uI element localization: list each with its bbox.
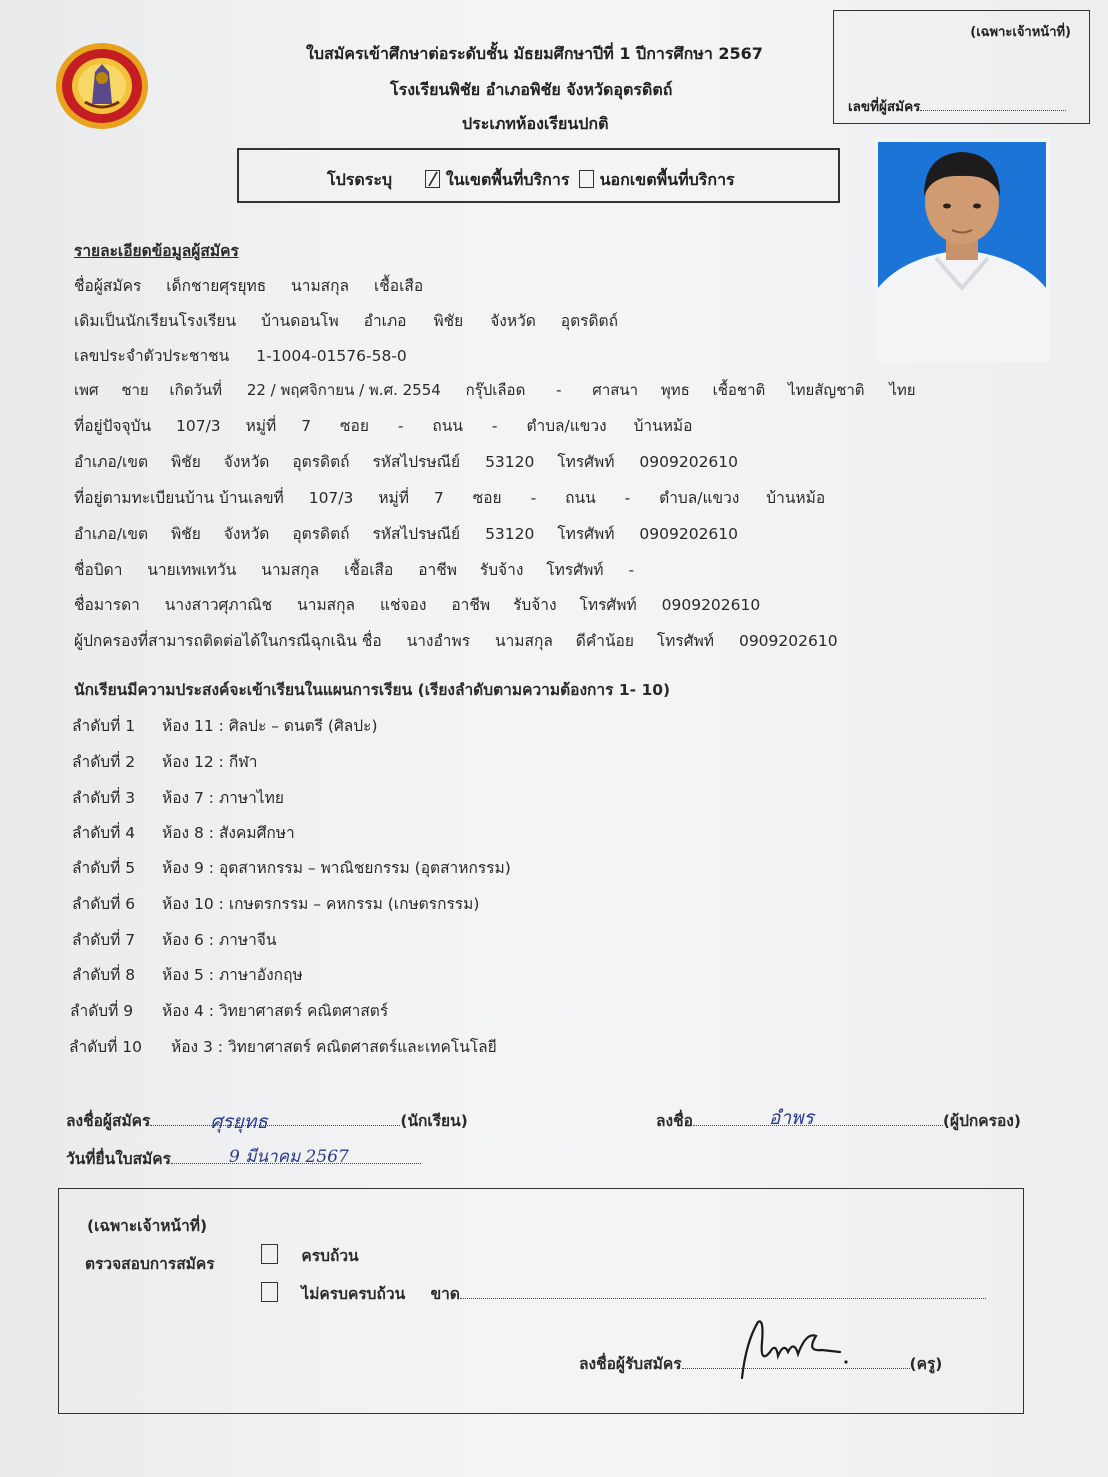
label-reg-moo: หมู่ที่	[378, 489, 409, 507]
current-phone: 0909202610	[639, 453, 739, 471]
label-school-province: จังหวัด	[490, 312, 536, 330]
mother-job: รับจ้าง	[513, 596, 557, 614]
row-current-address	[74, 413, 692, 438]
label-amphoe: อำเภอ/เขต	[74, 453, 149, 471]
label-guardian-phone: โทรศัพท์	[656, 632, 715, 650]
plan-rank: ลำดับที่ 1	[72, 717, 136, 735]
label-reg-soi: ซอย	[472, 489, 502, 507]
plan-room: ห้อง 6 : ภาษาจีน	[162, 931, 277, 949]
current-soi: -	[397, 417, 404, 435]
room-type: ประเภทห้องเรียนปกติ	[462, 114, 609, 133]
plan-room: ห้อง 4 : วิทยาศาสตร์ คณิตศาสตร์	[162, 1002, 389, 1020]
current-amphoe: พิชัย	[170, 453, 201, 471]
plan-item-3	[72, 785, 284, 810]
current-road: -	[491, 417, 498, 435]
label-reg-province: จังหวัด	[223, 525, 270, 543]
applicant-role: (นักเรียน)	[400, 1112, 468, 1130]
row-citizen-id	[74, 343, 407, 368]
officer-number-box	[833, 10, 1090, 124]
plan-rank: ลำดับที่ 9	[70, 1002, 134, 1020]
mother-name: นางสาวศุภาณิช	[164, 596, 273, 614]
registered-soi: -	[530, 489, 537, 507]
label-mother-phone: โทรศัพท์	[579, 596, 637, 614]
label-guardian-surname: นามสกุล	[494, 632, 553, 650]
citizen-id: 1-1004-01576-58-0	[256, 347, 407, 365]
label-soi: ซอย	[340, 417, 369, 435]
guardian-role: (ผู้ปกครอง)	[942, 1112, 1021, 1130]
plan-room: ห้อง 5 : ภาษาอังกฤษ	[162, 966, 303, 984]
applicant-number-field[interactable]	[920, 110, 1066, 111]
receiver-signature-field[interactable]	[682, 1368, 910, 1369]
complete-label: ครบถ้วน	[301, 1247, 359, 1265]
label-road: ถนน	[432, 417, 463, 435]
registered-road: -	[624, 489, 631, 507]
row-applicant-name	[74, 273, 423, 298]
office-use-box	[58, 1188, 1024, 1414]
school-amphoe: พิชัย	[433, 312, 464, 330]
label-reg-zip: รหัสไปรษณีย์	[372, 525, 461, 543]
guardian-surname: ดีคำน้อย	[575, 632, 634, 650]
label-birth-date: เกิดวันที่	[169, 381, 223, 399]
plan-item-7	[72, 927, 276, 952]
label-receiver-signature: ลงชื่อผู้รับสมัคร	[579, 1355, 682, 1373]
father-surname: เชื้อเสือ	[344, 561, 394, 579]
father-phone: -	[628, 561, 635, 579]
label-school-amphoe: อำเภอ	[363, 312, 407, 330]
plan-rank: ลำดับที่ 8	[72, 966, 136, 984]
registered-house-no: 107/3	[308, 489, 354, 507]
guardian-name: นางอำพร	[406, 632, 471, 650]
race: ไทย	[788, 381, 815, 399]
mother-phone: 0909202610	[661, 596, 761, 614]
plan-item-5	[72, 855, 511, 880]
registered-province: อุตรดิตถ์	[292, 525, 350, 543]
out-area-checkbox[interactable]	[579, 170, 594, 188]
applicant-surname: เชื้อเสือ	[373, 277, 424, 295]
applicant-photo	[874, 138, 1050, 362]
plan-room: ห้อง 8 : สังคมศึกษา	[162, 824, 295, 842]
row-registered-address	[74, 485, 825, 510]
out-area-label: นอกเขตพื้นที่บริการ	[599, 170, 735, 189]
plan-room: ห้อง 7 : ภาษาไทย	[162, 789, 284, 807]
label-registered-address: ที่อยู่ตามทะเบียนบ้าน บ้านเลขที่	[74, 489, 284, 507]
current-house-no: 107/3	[175, 417, 221, 435]
plan-item-8	[72, 962, 303, 987]
label-submit-date: วันที่ยื่นใบสมัคร	[66, 1150, 171, 1168]
school-name: โรงเรียนพิชัย อำเภอพิชัย จังหวัดอุตรดิตถ์	[390, 80, 673, 99]
label-tambon: ตำบล/แขวง	[526, 417, 607, 435]
registered-tambon: บ้านหม้อ	[766, 489, 826, 507]
plan-room: ห้อง 3 : วิทยาศาสตร์ คณิตศาสตร์และเทคโนโลยี	[171, 1038, 497, 1056]
current-province: อุตรดิตถ์	[292, 453, 350, 471]
in-area-checkbox[interactable]	[425, 170, 440, 188]
plan-item-1	[72, 713, 378, 738]
guardian-signature-field[interactable]	[693, 1107, 943, 1129]
label-sex: เพศ	[74, 381, 99, 399]
current-moo: 7	[301, 417, 312, 435]
label-guardian: ผู้ปกครองที่สามารถติดต่อได้ในกรณีฉุกเฉิน ชื่อ	[74, 632, 382, 650]
current-tambon: บ้านหม้อ	[633, 417, 693, 435]
label-father-phone: โทรศัพท์	[546, 561, 604, 579]
plan-rank: ลำดับที่ 10	[69, 1038, 142, 1056]
blood-type: -	[556, 381, 562, 399]
father-name: นายเทพเทวัน	[147, 561, 237, 579]
complete-option-row	[261, 1243, 359, 1268]
guardian-signature: อำพร	[768, 1107, 814, 1129]
label-zip: รหัสไปรษณีย์	[372, 453, 461, 471]
plan-room: ห้อง 11 : ศิลปะ – ดนตรี (ศิลปะ)	[162, 717, 378, 735]
label-check-application: ตรวจสอบการสมัคร	[85, 1255, 215, 1273]
incomplete-label: ไม่ครบครบถ้วน	[301, 1285, 406, 1303]
row-current-address-2	[74, 449, 738, 474]
label-surname: นามสกุล	[291, 277, 350, 295]
plan-rank: ลำดับที่ 5	[72, 859, 136, 877]
receiver-role: (ครู)	[909, 1355, 943, 1373]
label-race: เชื้อชาติ	[712, 381, 766, 399]
row-personal-info	[74, 378, 916, 402]
row-guardian	[74, 628, 838, 653]
sex: ชาย	[121, 381, 149, 399]
row-registered-address-2	[74, 521, 738, 546]
incomplete-checkbox[interactable]	[261, 1282, 278, 1302]
receiver-signature-image	[736, 1312, 856, 1382]
applicant-signature-field[interactable]	[150, 1111, 400, 1133]
label-citizen-id: เลขประจำตัวประชาชน	[74, 347, 230, 365]
label-father: ชื่อบิดา	[74, 561, 123, 579]
plan-item-6	[72, 891, 479, 916]
registered-moo: 7	[433, 489, 444, 507]
check-mark-icon	[425, 170, 440, 188]
plan-title: นักเรียนมีความประสงค์จะเข้าเรียนในแผนการเรียน (เรียงลำดับตามความต้องการ 1- 10)	[74, 681, 671, 699]
plan-rank: ลำดับที่ 3	[72, 789, 136, 807]
applicant-number-row	[848, 95, 1066, 117]
nationality: ไทย	[889, 381, 916, 399]
row-mother	[74, 592, 760, 617]
label-phone: โทรศัพท์	[557, 453, 615, 471]
label-province: จังหวัด	[223, 453, 270, 471]
label-nationality: สัญชาติ	[814, 381, 865, 399]
registered-amphoe: พิชัย	[170, 525, 201, 543]
submit-date: 9 มีนาคม 2567	[228, 1147, 349, 1167]
label-current-address: ที่อยู่ปัจจุบัน	[74, 417, 152, 435]
plan-room: ห้อง 12 : กีฬา	[162, 753, 258, 771]
registered-zip: 53120	[485, 525, 535, 543]
form-title: ใบสมัครเข้าศึกษาต่อระดับชั้น มัธยมศึกษาปีที่ 1 ปีการศึกษา 2567	[306, 44, 763, 63]
label-religion: ศาสนา	[592, 381, 639, 399]
previous-school: บ้านดอนโพ	[261, 312, 339, 330]
submit-date-field[interactable]	[171, 1147, 421, 1167]
label-reg-phone: โทรศัพท์	[557, 525, 615, 543]
complete-checkbox[interactable]	[261, 1244, 278, 1264]
service-area-box	[237, 148, 840, 203]
school-seal-logo	[55, 42, 149, 130]
office-title: (เฉพาะเจ้าหน้าที่)	[87, 1217, 208, 1235]
label-previous-school: เดิมเป็นนักเรียนโรงเรียน	[74, 312, 237, 330]
service-area-prompt: โปรดระบุ	[327, 170, 393, 189]
guardian-phone: 0909202610	[738, 632, 838, 650]
plan-item-9	[70, 998, 388, 1023]
label-mother-surname: นามสกุล	[297, 596, 356, 614]
plan-rank: ลำดับที่ 7	[72, 931, 136, 949]
plan-rank: ลำดับที่ 2	[72, 753, 136, 771]
birth-date: 22 / พฤศจิกายน / พ.ศ. 2554	[246, 381, 441, 399]
in-area-label: ในเขตพื้นที่บริการ	[445, 170, 570, 189]
guardian-signature-row	[656, 1108, 1021, 1133]
current-zip: 53120	[485, 453, 535, 471]
plan-item-2	[72, 749, 258, 774]
plan-room: ห้อง 9 : อุตสาหกรรม – พาณิชยกรรม (อุตสาหกรรม)	[162, 859, 511, 877]
label-reg-tambon: ตำบล/แขวง	[659, 489, 740, 507]
plan-rank: ลำดับที่ 6	[72, 895, 136, 913]
label-moo: หมู่ที่	[245, 417, 277, 435]
label-missing: ขาด	[430, 1285, 460, 1303]
plan-room: ห้อง 10 : เกษตรกรรม – คหกรรม (เกษตรกรรม)	[162, 895, 480, 913]
plan-rank: ลำดับที่ 4	[72, 824, 136, 842]
applicant-signature-row	[66, 1108, 468, 1133]
plan-item-10	[69, 1034, 497, 1059]
section-title: รายละเอียดข้อมูลผู้สมัคร	[74, 242, 239, 260]
label-father-job: อาชีพ	[418, 561, 457, 579]
label-reg-amphoe: อำเภอ/เขต	[74, 525, 149, 543]
applicant-number-label: เลขที่ผู้สมัคร	[848, 99, 921, 115]
service-area-row	[327, 168, 735, 193]
label-mother-job: อาชีพ	[451, 596, 491, 614]
label-reg-road: ถนน	[565, 489, 596, 507]
plan-item-4	[72, 820, 295, 845]
label-name: ชื่อผู้สมัคร	[74, 277, 142, 295]
applicant-signature: ศุรยุทธ	[210, 1111, 268, 1133]
row-father	[74, 557, 634, 582]
label-mother: ชื่อมารดา	[74, 596, 140, 614]
father-job: รับจ้าง	[479, 561, 524, 579]
label-blood-type: กรุ๊ปเลือด	[465, 381, 526, 399]
missing-items-field[interactable]	[460, 1298, 986, 1299]
officer-box-title: (เฉพาะเจ้าหน้าที่)	[970, 25, 1071, 40]
school-province: อุตรดิตถ์	[560, 312, 618, 330]
label-guardian-signature: ลงชื่อ	[656, 1112, 693, 1130]
incomplete-option-row	[261, 1281, 986, 1306]
label-father-surname: นามสกุล	[261, 561, 320, 579]
receiver-signature-row	[579, 1351, 942, 1376]
religion: พุทธ	[660, 381, 690, 399]
mother-surname: แช่จอง	[379, 596, 427, 614]
label-applicant-signature: ลงชื่อผู้สมัคร	[66, 1112, 151, 1130]
date-row	[66, 1146, 421, 1171]
applicant-name: เด็กชายศุรยุทธ	[166, 277, 267, 295]
row-previous-school	[74, 308, 618, 333]
registered-phone: 0909202610	[639, 525, 739, 543]
